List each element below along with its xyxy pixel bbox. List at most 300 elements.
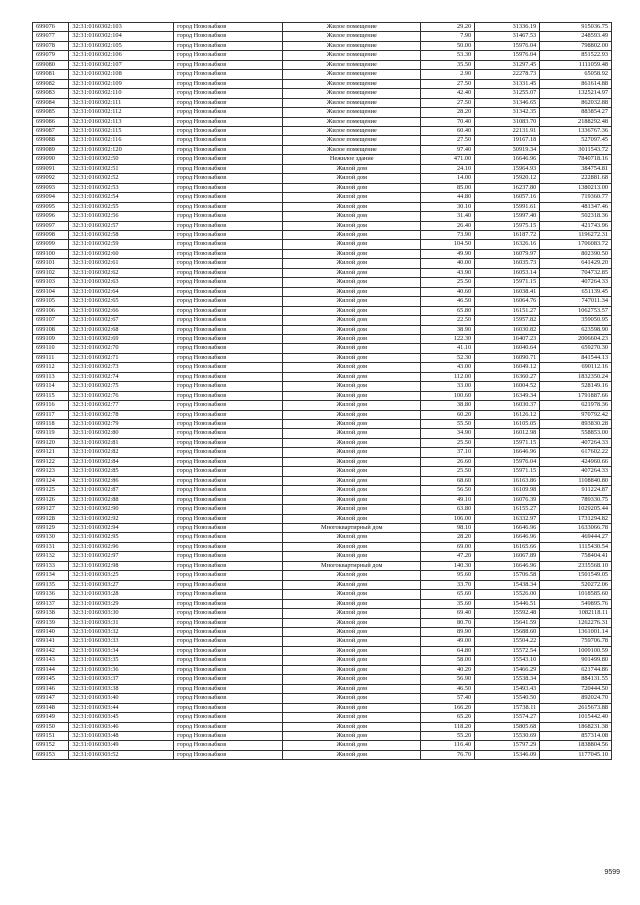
cadastral-value-table [32,22,612,760]
table-row [33,145,612,154]
table-row [33,750,612,759]
location-cell: город Новозыбков [174,561,283,570]
cadastral-number-cell: 32:31:0160302:103 [69,23,174,32]
area-cell: 53.30 [421,51,475,60]
cadastral-number-cell: 32:31:0160302:67 [69,316,174,325]
area-cell: 44.80 [421,193,475,202]
table-row [33,372,612,381]
table-row [33,438,612,447]
object-type-cell: Жилой дом [283,542,421,551]
cadastral-number-cell: 32:31:0160302:105 [69,41,174,50]
cadastral-value-cell: 520272.06 [540,580,612,589]
table-row [33,70,612,79]
unit-value-cell: 15997.40 [475,212,540,221]
cadastral-value-cell: 911224.87 [540,486,612,495]
table-row [33,694,612,703]
unit-value-cell: 15975.15 [475,221,540,230]
row-number-cell: 699130 [33,533,69,542]
cadastral-value-cell: 2615673.88 [540,703,612,712]
area-cell: 46.50 [421,684,475,693]
area-cell: 76.70 [421,750,475,759]
cadastral-value-cell: 502318.36 [540,212,612,221]
location-cell: город Новозыбков [174,230,283,239]
cadastral-number-cell: 32:31:0160302:50 [69,155,174,164]
location-cell: город Новозыбков [174,344,283,353]
table-row [33,136,612,145]
table-row [33,278,612,287]
cadastral-value-cell: 720444.50 [540,684,612,693]
object-type-cell: Жилой дом [283,230,421,239]
table-row [33,609,612,618]
cadastral-number-cell: 32:31:0160303:28 [69,590,174,599]
table-row [33,495,612,504]
cadastral-number-cell: 32:31:0160302:84 [69,457,174,466]
area-cell: 40.60 [421,287,475,296]
table-row [33,741,612,750]
location-cell: город Новозыбков [174,287,283,296]
cadastral-value-cell: 469444.27 [540,533,612,542]
cadastral-number-cell: 32:31:0160303:46 [69,722,174,731]
cadastral-value-cell: 841544.13 [540,353,612,362]
object-type-cell: Жилой дом [283,486,421,495]
cadastral-value-cell: 970792.42 [540,410,612,419]
row-number-cell: 699129 [33,524,69,533]
table-row [33,552,612,561]
object-type-cell: Жилое помещение [283,51,421,60]
table-row [33,268,612,277]
row-number-cell: 699077 [33,32,69,41]
row-number-cell: 699091 [33,164,69,173]
table-row [33,353,612,362]
object-type-cell: Жилой дом [283,401,421,410]
row-number-cell: 699106 [33,306,69,315]
area-cell: 58.00 [421,656,475,665]
unit-value-cell: 16646.96 [475,561,540,570]
cadastral-value-cell: 621978.36 [540,401,612,410]
area-cell: 30.10 [421,202,475,211]
cadastral-value-cell: 893830.28 [540,420,612,429]
location-cell: город Новозыбков [174,656,283,665]
table-row [33,580,612,589]
area-cell: 2.90 [421,70,475,79]
unit-value-cell: 16646.96 [475,155,540,164]
object-type-cell: Жилой дом [283,174,421,183]
row-number-cell: 699149 [33,713,69,722]
unit-value-cell: 15706.58 [475,571,540,580]
area-cell: 69.40 [421,609,475,618]
table-row [33,98,612,107]
unit-value-cell: 15493.43 [475,684,540,693]
cadastral-number-cell: 32:31:0160302:104 [69,32,174,41]
cadastral-number-cell: 32:31:0160302:85 [69,467,174,476]
area-cell: 41.10 [421,344,475,353]
unit-value-cell: 16030.82 [475,325,540,334]
unit-value-cell: 16126.12 [475,410,540,419]
area-cell: 60.20 [421,410,475,419]
object-type-cell: Жилой дом [283,599,421,608]
cadastral-number-cell: 32:31:0160302:60 [69,249,174,258]
area-cell: 118.20 [421,722,475,731]
object-type-cell: Жилой дом [283,420,421,429]
unit-value-cell: 31346.65 [475,98,540,107]
table-row [33,590,612,599]
area-cell: 7.90 [421,32,475,41]
location-cell: город Новозыбков [174,334,283,343]
area-cell: 43.90 [421,268,475,277]
cadastral-number-cell: 32:31:0160302:116 [69,136,174,145]
location-cell: город Новозыбков [174,23,283,32]
table-row [33,731,612,740]
cadastral-value-cell: 359050.95 [540,316,612,325]
unit-value-cell: 15543.10 [475,656,540,665]
location-cell: город Новозыбков [174,476,283,485]
area-cell: 56.90 [421,675,475,684]
unit-value-cell: 16030.37 [475,401,540,410]
location-cell: город Новозыбков [174,60,283,69]
area-cell: 40.00 [421,259,475,268]
table-row [33,448,612,457]
cadastral-number-cell: 32:31:0160303:25 [69,571,174,580]
unit-value-cell: 16407.23 [475,334,540,343]
table-row [33,429,612,438]
unit-value-cell: 15957.82 [475,316,540,325]
table-row [33,561,612,570]
cadastral-number-cell: 32:31:0160302:68 [69,325,174,334]
area-cell: 65.60 [421,590,475,599]
area-cell: 85.00 [421,183,475,192]
location-cell: город Новозыбков [174,353,283,362]
object-type-cell: Жилое помещение [283,70,421,79]
unit-value-cell: 16165.66 [475,542,540,551]
table-row [33,703,612,712]
area-cell: 140.30 [421,561,475,570]
cadastral-number-cell: 32:31:0160303:32 [69,628,174,637]
unit-value-cell: 15964.93 [475,164,540,173]
table-row [33,297,612,306]
unit-value-cell: 16040.64 [475,344,540,353]
cadastral-value-cell: 1501549.05 [540,571,612,580]
unit-value-cell: 16105.05 [475,420,540,429]
object-type-cell: Жилое помещение [283,23,421,32]
location-cell: город Новозыбков [174,126,283,135]
table-row [33,363,612,372]
row-number-cell: 699136 [33,590,69,599]
table-row [33,457,612,466]
unit-value-cell: 15971.15 [475,467,540,476]
cadastral-value-cell: 407264.33 [540,438,612,447]
cadastral-number-cell: 32:31:0160302:90 [69,505,174,514]
row-number-cell: 699082 [33,79,69,88]
unit-value-cell: 16237.80 [475,183,540,192]
cadastral-value-cell: 621744.86 [540,665,612,674]
area-cell: 122.30 [421,334,475,343]
cadastral-number-cell: 32:31:0160302:78 [69,410,174,419]
table-row [33,287,612,296]
table-row [33,486,612,495]
table-row [33,344,612,353]
area-cell: 14.00 [421,174,475,183]
location-cell: город Новозыбков [174,382,283,391]
row-number-cell: 699126 [33,495,69,504]
row-number-cell: 699111 [33,353,69,362]
table-row [33,476,612,485]
area-cell: 47.20 [421,552,475,561]
object-type-cell: Жилой дом [283,741,421,750]
object-type-cell: Жилой дом [283,467,421,476]
row-number-cell: 699119 [33,429,69,438]
area-cell: 33.00 [421,382,475,391]
object-type-cell: Жилой дом [283,278,421,287]
area-cell: 55.50 [421,420,475,429]
location-cell: город Новозыбков [174,240,283,249]
cadastral-value-cell: 884131.55 [540,675,612,684]
cadastral-number-cell: 32:31:0160302:115 [69,126,174,135]
area-cell: 40.20 [421,665,475,674]
row-number-cell: 699109 [33,334,69,343]
cadastral-number-cell: 32:31:0160303:36 [69,665,174,674]
object-type-cell: Жилое помещение [283,98,421,107]
location-cell: город Новозыбков [174,694,283,703]
cadastral-value-cell: 1062753.57 [540,306,612,315]
cadastral-number-cell: 32:31:0160303:48 [69,731,174,740]
row-number-cell: 699083 [33,89,69,98]
cadastral-number-cell: 32:31:0160302:54 [69,193,174,202]
object-type-cell: Жилой дом [283,212,421,221]
table-row [33,249,612,258]
row-number-cell: 699087 [33,126,69,135]
area-cell: 68.60 [421,476,475,485]
unit-value-cell: 30919.34 [475,145,540,154]
unit-value-cell: 15797.29 [475,741,540,750]
row-number-cell: 699112 [33,363,69,372]
cadastral-value-cell: 407264.33 [540,467,612,476]
row-number-cell: 699127 [33,505,69,514]
location-cell: город Новозыбков [174,609,283,618]
row-number-cell: 699085 [33,108,69,117]
cadastral-number-cell: 32:31:0160302:52 [69,174,174,183]
table-row [33,713,612,722]
table-row [33,306,612,315]
object-type-cell: Жилой дом [283,731,421,740]
table-row [33,410,612,419]
object-type-cell: Жилой дом [283,495,421,504]
row-number-cell: 699081 [33,70,69,79]
row-number-cell: 699122 [33,457,69,466]
object-type-cell: Жилой дом [283,334,421,343]
row-number-cell: 699097 [33,221,69,230]
object-type-cell: Жилой дом [283,221,421,230]
object-type-cell: Жилой дом [283,287,421,296]
unit-value-cell: 15538.34 [475,675,540,684]
table-row [33,202,612,211]
area-cell: 28.20 [421,533,475,542]
unit-value-cell: 31467.53 [475,32,540,41]
row-number-cell: 699105 [33,297,69,306]
table-body [33,23,612,760]
area-cell: 33.70 [421,580,475,589]
cadastral-value-cell: 623598.90 [540,325,612,334]
table-row [33,60,612,69]
location-cell: город Новозыбков [174,420,283,429]
table-row [33,155,612,164]
unit-value-cell: 15438.34 [475,580,540,589]
area-cell: 42.40 [421,89,475,98]
row-number-cell: 699089 [33,145,69,154]
cadastral-value-cell: 861614.88 [540,79,612,88]
object-type-cell: Жилое помещение [283,60,421,69]
cadastral-number-cell: 32:31:0160302:82 [69,448,174,457]
area-cell: 65.20 [421,713,475,722]
unit-value-cell: 31342.35 [475,108,540,117]
cadastral-number-cell: 32:31:0160302:71 [69,353,174,362]
unit-value-cell: 15466.29 [475,665,540,674]
area-cell: 35.60 [421,599,475,608]
location-cell: город Новозыбков [174,514,283,523]
cadastral-value-cell: 862032.88 [540,98,612,107]
area-cell: 49.90 [421,249,475,258]
location-cell: город Новозыбков [174,429,283,438]
table-row [33,126,612,135]
location-cell: город Новозыбков [174,580,283,589]
cadastral-value-cell: 1029205.44 [540,505,612,514]
area-cell: 100.60 [421,391,475,400]
page-number: 9599 [604,869,620,876]
unit-value-cell: 15738.11 [475,703,540,712]
area-cell: 25.50 [421,467,475,476]
object-type-cell: Жилой дом [283,722,421,731]
location-cell: город Новозыбков [174,675,283,684]
cadastral-number-cell: 32:31:0160303:45 [69,713,174,722]
unit-value-cell: 31083.70 [475,117,540,126]
unit-value-cell: 16053.14 [475,268,540,277]
cadastral-value-cell: 549895.76 [540,599,612,608]
row-number-cell: 699117 [33,410,69,419]
cadastral-number-cell: 32:31:0160303:49 [69,741,174,750]
row-number-cell: 699139 [33,618,69,627]
table-row [33,542,612,551]
unit-value-cell: 16646.96 [475,524,540,533]
cadastral-number-cell: 32:31:0160302:92 [69,514,174,523]
area-cell: 95.60 [421,571,475,580]
table-row [33,524,612,533]
cadastral-value-cell: 248593.49 [540,32,612,41]
object-type-cell: Жилой дом [283,571,421,580]
unit-value-cell: 16049.12 [475,363,540,372]
table-row [33,684,612,693]
object-type-cell: Жилой дом [283,628,421,637]
row-number-cell: 699110 [33,344,69,353]
area-cell: 38.90 [421,325,475,334]
unit-value-cell: 15976.04 [475,51,540,60]
object-type-cell: Жилой дом [283,713,421,722]
object-type-cell: Жилой дом [283,476,421,485]
unit-value-cell: 15346.09 [475,750,540,759]
table-row [33,32,612,41]
location-cell: город Новозыбков [174,316,283,325]
unit-value-cell: 15976.04 [475,41,540,50]
unit-value-cell: 16079.97 [475,249,540,258]
object-type-cell: Нежилое здание [283,155,421,164]
cadastral-value-cell: 1336767.36 [540,126,612,135]
cadastral-value-cell: 883854.27 [540,108,612,117]
row-number-cell: 699124 [33,476,69,485]
table-row [33,637,612,646]
object-type-cell: Жилой дом [283,353,421,362]
cadastral-number-cell: 32:31:0160302:87 [69,486,174,495]
location-cell: город Новозыбков [174,202,283,211]
area-cell: 29.20 [421,23,475,32]
area-cell: 104.50 [421,240,475,249]
unit-value-cell: 31336.19 [475,23,540,32]
unit-value-cell: 16035.73 [475,259,540,268]
object-type-cell: Жилой дом [283,164,421,173]
unit-value-cell: 15572.54 [475,646,540,655]
location-cell: город Новозыбков [174,722,283,731]
row-number-cell: 699084 [33,98,69,107]
area-cell: 25.50 [421,278,475,287]
table-row [33,183,612,192]
object-type-cell: Жилой дом [283,646,421,655]
row-number-cell: 699115 [33,391,69,400]
cadastral-value-cell: 719360.77 [540,193,612,202]
cadastral-value-cell: 3011543.72 [540,145,612,154]
cadastral-number-cell: 32:31:0160302:120 [69,145,174,154]
object-type-cell: Жилой дом [283,505,421,514]
row-number-cell: 699143 [33,656,69,665]
table-row [33,41,612,50]
object-type-cell: Жилое помещение [283,145,421,154]
location-cell: город Новозыбков [174,193,283,202]
cadastral-value-cell: 1108840.80 [540,476,612,485]
cadastral-number-cell: 32:31:0160302:81 [69,438,174,447]
cadastral-number-cell: 32:31:0160302:88 [69,495,174,504]
cadastral-number-cell: 32:31:0160302:63 [69,278,174,287]
unit-value-cell: 22131.91 [475,126,540,135]
object-type-cell: Жилой дом [283,665,421,674]
object-type-cell: Жилой дом [283,372,421,381]
location-cell: город Новозыбков [174,249,283,258]
object-type-cell: Жилой дом [283,391,421,400]
unit-value-cell: 16646.96 [475,533,540,542]
location-cell: город Новозыбков [174,363,283,372]
row-number-cell: 699094 [33,193,69,202]
cadastral-value-cell: 802390.50 [540,249,612,258]
object-type-cell: Жилое помещение [283,117,421,126]
cadastral-number-cell: 32:31:0160302:107 [69,60,174,69]
row-number-cell: 699099 [33,240,69,249]
object-type-cell: Жилой дом [283,249,421,258]
cadastral-value-cell: 7840718.16 [540,155,612,164]
row-number-cell: 699108 [33,325,69,334]
cadastral-number-cell: 32:31:0160302:53 [69,183,174,192]
location-cell: город Новозыбков [174,221,283,230]
cadastral-value-cell: 1838804.56 [540,741,612,750]
cadastral-value-cell: 1633066.78 [540,524,612,533]
table-row [33,533,612,542]
object-type-cell: Жилой дом [283,259,421,268]
area-cell: 31.40 [421,212,475,221]
table-row [33,628,612,637]
cadastral-value-cell: 1868231.38 [540,722,612,731]
row-number-cell: 699137 [33,599,69,608]
location-cell: город Новозыбков [174,750,283,759]
unit-value-cell: 15688.60 [475,628,540,637]
location-cell: город Новозыбков [174,136,283,145]
area-cell: 89.90 [421,628,475,637]
table-row [33,334,612,343]
location-cell: город Новозыбков [174,259,283,268]
unit-value-cell: 16646.96 [475,448,540,457]
